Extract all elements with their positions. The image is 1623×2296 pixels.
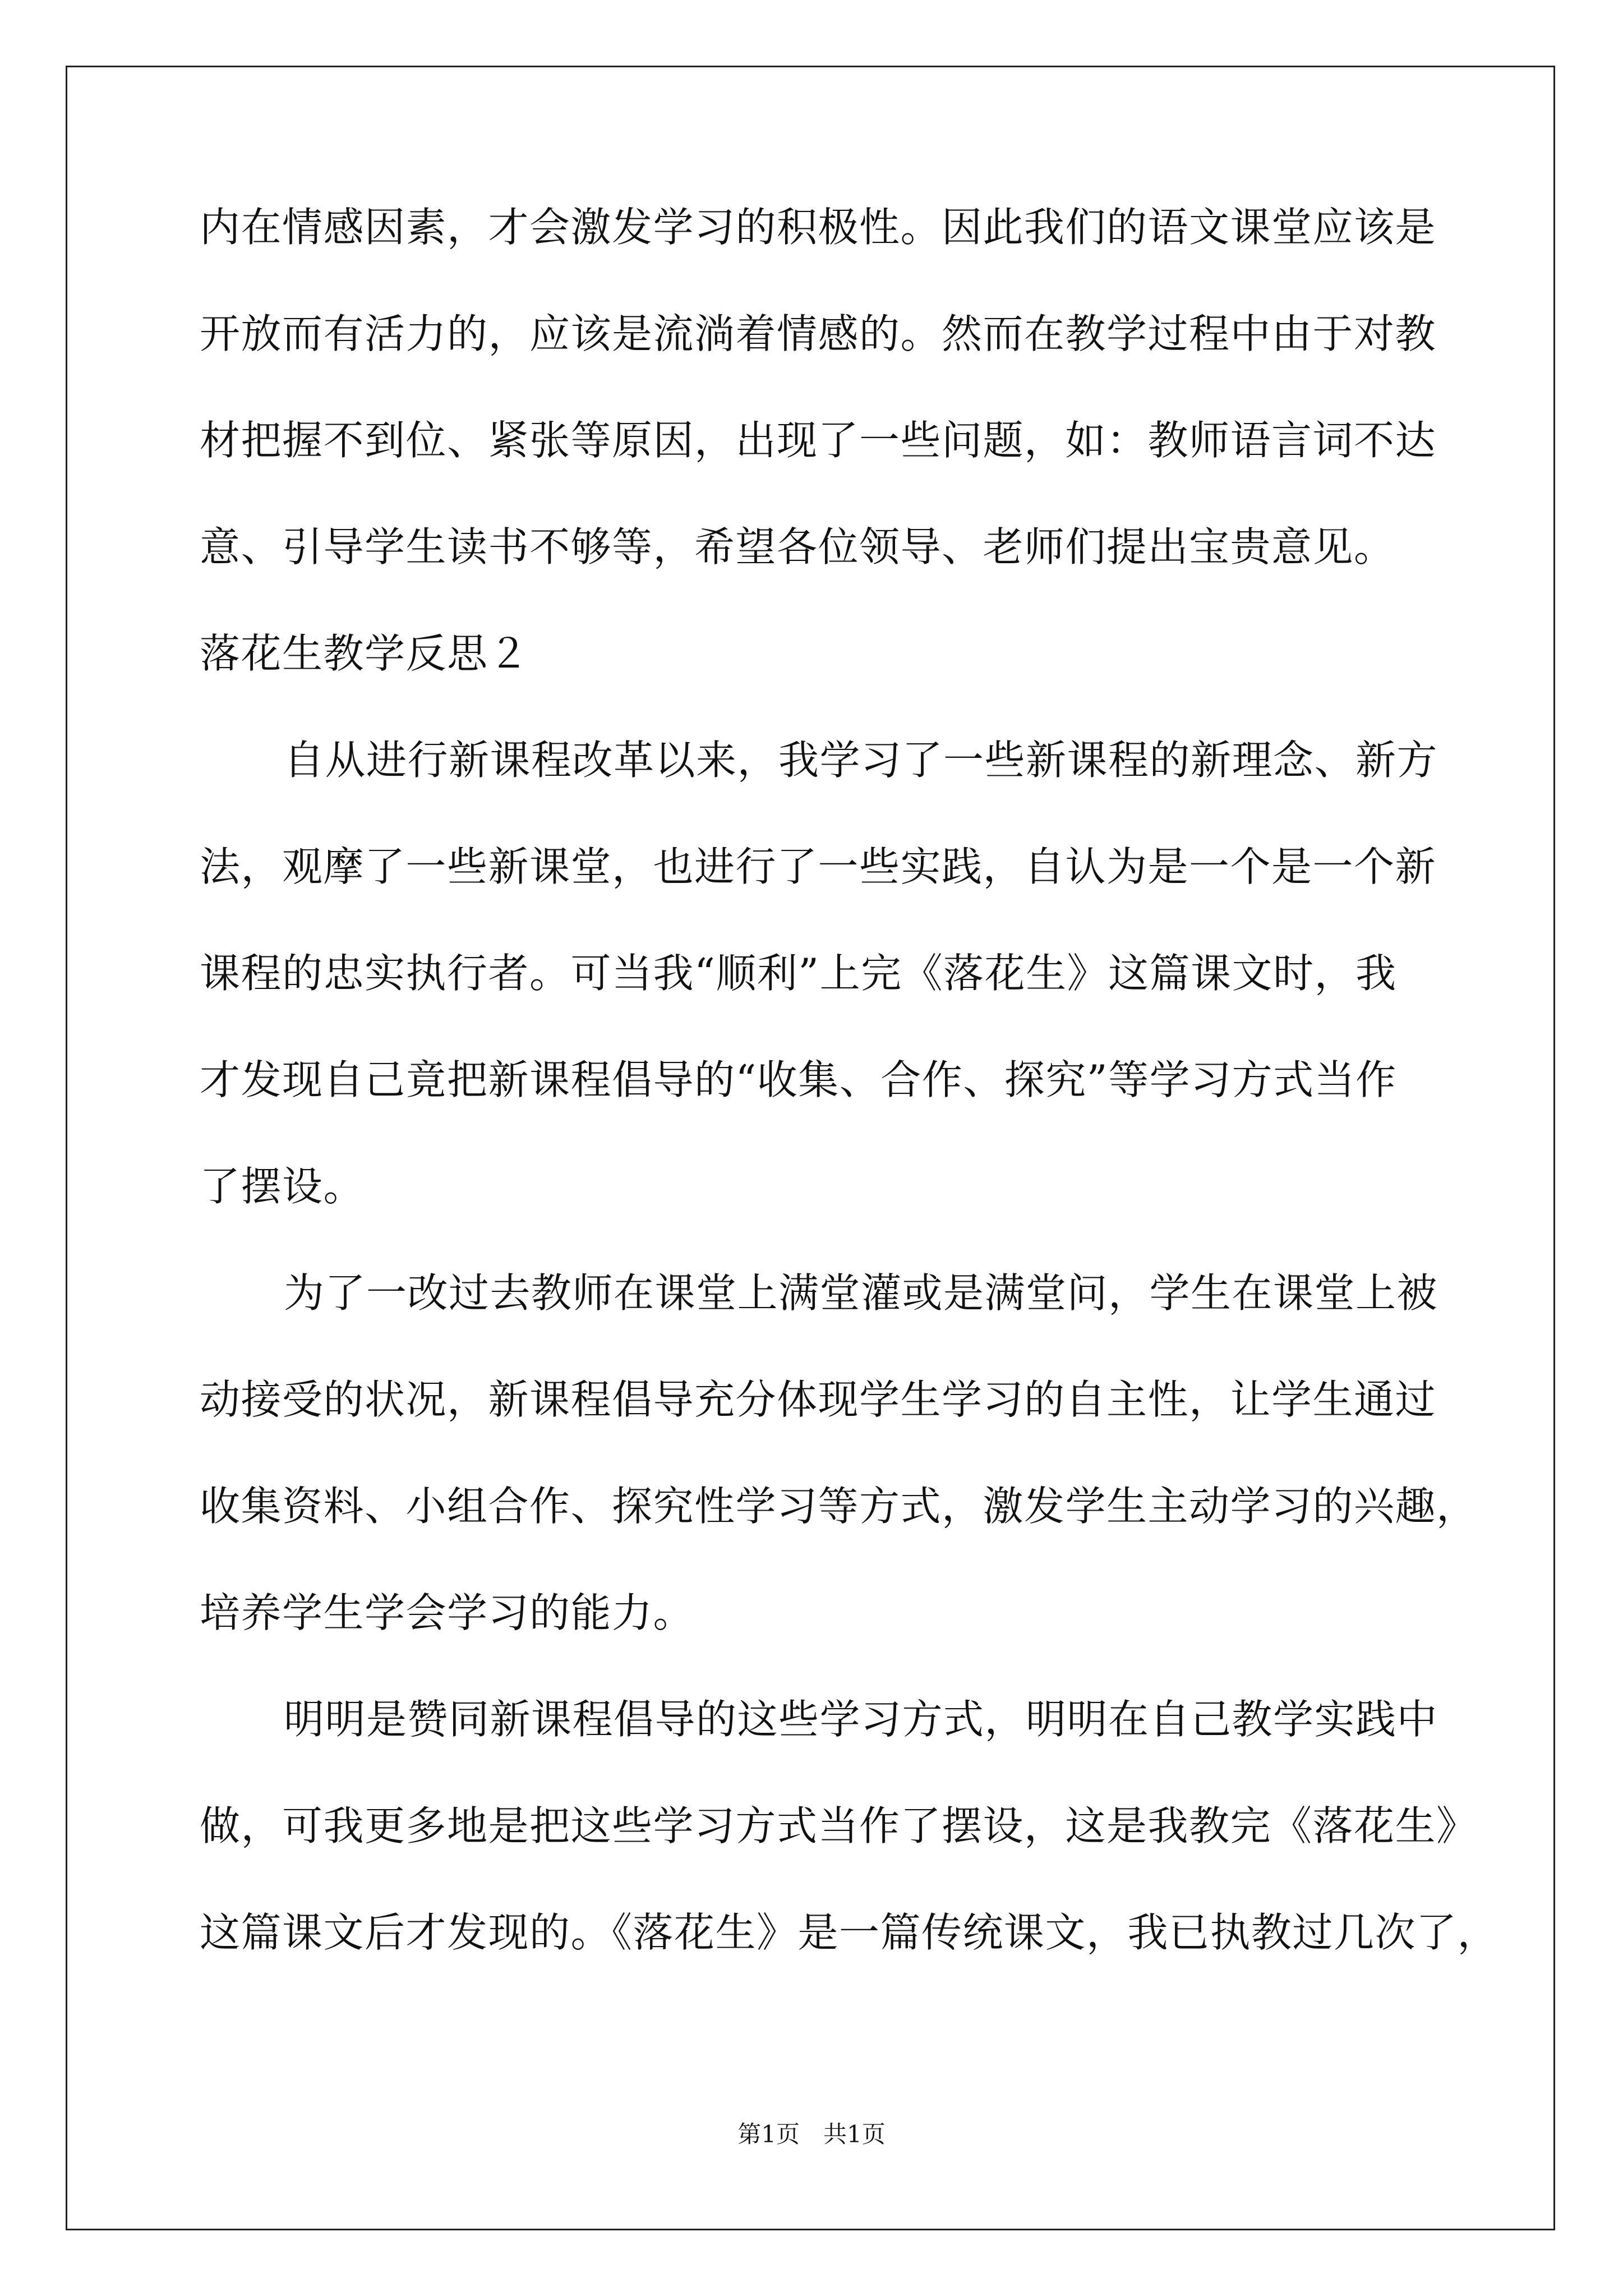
paragraph-line: 课程的忠实执行者。可当我“顺利”上完《落花生》这篇课文时，我	[200, 950, 1397, 997]
paragraph-line: 开放而有活力的，应该是流淌着情感的。然而在教学过程中由于对教	[200, 310, 1437, 357]
paragraph-line: 材把握不到位、紧张等原因，出现了一些问题，如：教师语言词不达	[200, 417, 1437, 464]
paragraph-line: 动接受的状况，新课程倡导充分体现学生学习的自主性，让学生通过	[200, 1376, 1437, 1423]
paragraph-line: 做，可我更多地是把这些学习方式当作了摆设，这是我教完《落花生》	[200, 1802, 1478, 1849]
paragraph-line: 法，观摩了一些新课堂，也进行了一些实践，自认为是一个是一个新	[200, 843, 1437, 890]
paragraph-line: 培养学生学会学习的能力。	[200, 1589, 695, 1636]
paragraph-line: 意、引导学生读书不够等，希望各位领导、老师们提出宝贵意见。	[200, 523, 1395, 570]
paragraph-line: 了摆设。	[200, 1163, 365, 1210]
paragraph-line: 才发现自己竟把新课程倡导的“收集、合作、探究”等学习方式当作	[200, 1056, 1397, 1103]
section-title: 落花生教学反思２	[200, 630, 530, 677]
paragraph-line: 为了一改过去教师在课堂上满堂灌或是满堂问，学生在课堂上被	[284, 1269, 1438, 1317]
paragraph-line: 这篇课文后才发现的。《落花生》是一篇传统课文，我已执教过几次了，	[200, 1909, 1499, 1956]
paragraph-line: 内在情感因素，才会激发学习的积极性。因此我们的语文课堂应该是	[200, 204, 1437, 251]
paragraph-line: 自从进行新课程改革以来，我学习了一些新课程的新理念、新方	[284, 737, 1438, 784]
paragraph-line: 明明是赞同新课程倡导的这些学习方式，明明在自己教学实践中	[284, 1696, 1438, 1743]
page-number-footer: 第1页 共1页	[737, 2120, 886, 2148]
paragraph-line: 收集资料、小组合作、探究性学习等方式，激发学生主动学习的兴趣，	[200, 1483, 1478, 1530]
